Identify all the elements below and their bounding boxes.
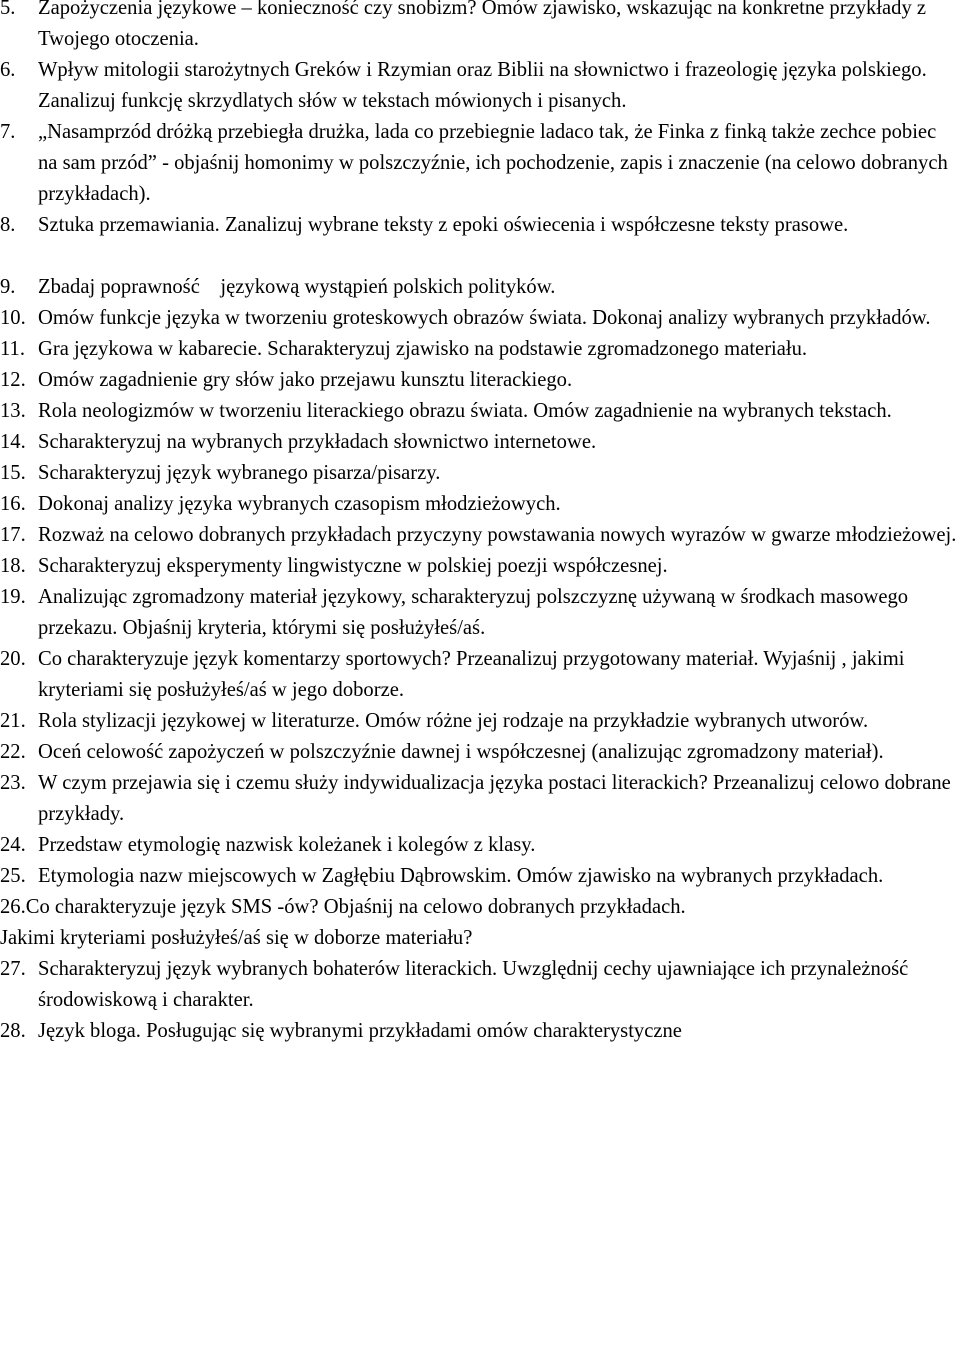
list-item-22 bbox=[0, 737, 960, 768]
list-item-19 bbox=[0, 582, 960, 644]
item-number: 6. bbox=[0, 59, 16, 81]
item-text: Sztuka przemawiania. Zanalizuj wybrane teksty z epoki oświecenia i współczesne teksty prasowe. bbox=[38, 214, 849, 236]
item-number: 26. bbox=[0, 896, 26, 918]
item-text: Wpływ mitologii starożytnych Greków i Rzymian oraz Biblii na słownictwo i frazeologię języka polskiego. Zanalizuj funkcję skrzydlatych słów w tekstach mówionych i pisanych. bbox=[38, 59, 927, 112]
item-text: Co charakteryzuje język komentarzy sportowych? Przeanalizuj przygotowany materiał. Wyjaśnij , jakimi kryteriami się posłużyłeś/aś w jego doborze. bbox=[38, 648, 905, 701]
item-text: Co charakteryzuje język SMS -ów? Objaśnij na celowo dobranych przykładach. bbox=[25, 896, 686, 918]
item-number: 18. bbox=[0, 555, 26, 577]
item-number: 8. bbox=[0, 214, 16, 236]
item-text: Scharakteryzuj eksperymenty lingwistyczne w polskiej poezji współczesnej. bbox=[38, 555, 668, 577]
list-item-10 bbox=[0, 303, 960, 334]
item-number: 16. bbox=[0, 493, 26, 515]
item-number: 9. bbox=[0, 276, 16, 298]
item-number: 23. bbox=[0, 772, 26, 794]
item-text: W czym przejawia się i czemu służy indywidualizacja języka postaci literackich? Przeanalizuj celowo dobrane przykłady. bbox=[38, 772, 951, 825]
list-item-24 bbox=[0, 830, 960, 861]
item-text: Scharakteryzuj język wybranych bohaterów literackich. Uwzględnij cechy ujawniające ich przynależność środowiskową i charakter. bbox=[38, 958, 909, 1011]
list-item-8 bbox=[0, 210, 960, 241]
blank-line bbox=[0, 241, 960, 272]
item-text: Scharakteryzuj na wybranych przykładach słownictwo internetowe. bbox=[38, 431, 597, 453]
list-item-11 bbox=[0, 334, 960, 365]
item-text: Język bloga. Posługując się wybranymi przykładami omów charakterystyczne bbox=[38, 1020, 682, 1042]
list-item-18 bbox=[0, 551, 960, 582]
item-number: 22. bbox=[0, 741, 26, 763]
list-item-7 bbox=[0, 117, 960, 210]
list-item-13 bbox=[0, 396, 960, 427]
item-text: Omów zagadnienie gry słów jako przejawu kunsztu literackiego. bbox=[38, 369, 573, 391]
item-text: Analizując zgromadzony materiał językowy, scharakteryzuj polszczyznę używaną w środkach masowego przekazu. Objaśnij kryteria, którymi się posłużyłeś/aś. bbox=[38, 586, 909, 639]
item-number: 14. bbox=[0, 431, 26, 453]
item-text: Jakimi kryteriami posłużyłeś/aś się w doborze materiału? bbox=[0, 927, 473, 949]
item-text: Oceń celowość zapożyczeń w polszczyźnie dawnej i współczesnej (analizując zgromadzony materiał). bbox=[38, 741, 884, 763]
item-number: 5. bbox=[0, 0, 16, 19]
item-text: Etymologia nazw miejscowych w Zagłębiu Dąbrowskim. Omów zjawisko na wybranych przykładach. bbox=[38, 865, 884, 887]
item-text: Zbadaj poprawność językową wystąpień polskich polityków. bbox=[38, 276, 556, 298]
item-number: 17. bbox=[0, 524, 26, 546]
list-item-14 bbox=[0, 427, 960, 458]
list-item-16 bbox=[0, 489, 960, 520]
list-item-12 bbox=[0, 365, 960, 396]
item-text: Przedstaw etymologię nazwisk koleżanek i kolegów z klasy. bbox=[38, 834, 536, 856]
item-text: Omów funkcje języka w tworzeniu groteskowych obrazów świata. Dokonaj analizy wybranych przykładów. bbox=[38, 307, 931, 329]
item-text: Rola neologizmów w tworzeniu literackiego obrazu świata. Omów zagadnienie na wybranych tekstach. bbox=[38, 400, 892, 422]
list-item-26-continuation bbox=[0, 923, 960, 954]
item-text: Dokonaj analizy języka wybranych czasopism młodzieżowych. bbox=[38, 493, 561, 515]
item-number: 28. bbox=[0, 1020, 26, 1042]
item-text: „Nasamprzód dróżką przebiegła drużka, lada co przebiegnie ladaco tak, że Finka z finką także zechce pobiec na sam przód” - objaśnij homonimy w polszczyźnie, ich pochodzenie, zapis i znaczenie (na celowo dobranych przykładach). bbox=[38, 121, 948, 205]
list-item-25 bbox=[0, 861, 960, 892]
list-item-20 bbox=[0, 644, 960, 706]
list-item-9 bbox=[0, 272, 960, 303]
item-text: Zapożyczenia językowe – konieczność czy snobizm? Omów zjawisko, wskazując na konkretne przykłady z Twojego otoczenia. bbox=[38, 0, 927, 50]
item-number: 13. bbox=[0, 400, 26, 422]
item-number: 20. bbox=[0, 648, 26, 670]
item-number: 24. bbox=[0, 834, 26, 856]
item-number: 19. bbox=[0, 586, 26, 608]
item-number: 27. bbox=[0, 958, 26, 980]
item-text: Rozważ na celowo dobranych przykładach przyczyny powstawania nowych wyrazów w gwarze młodzieżowej. bbox=[38, 524, 957, 546]
list-item-21 bbox=[0, 706, 960, 737]
item-number: 10. bbox=[0, 307, 26, 329]
list-item-23 bbox=[0, 768, 960, 830]
item-number: 11. bbox=[0, 338, 25, 360]
list-item-26 bbox=[0, 892, 960, 923]
item-number: 15. bbox=[0, 462, 26, 484]
item-text: Rola stylizacji językowej w literaturze. Omów różne jej rodzaje na przykładzie wybranych utworów. bbox=[38, 710, 869, 732]
item-number: 21. bbox=[0, 710, 26, 732]
list-item-27 bbox=[0, 954, 960, 1016]
list-item-15 bbox=[0, 458, 960, 489]
list-item-5 bbox=[0, 0, 960, 55]
item-text: Gra językowa w kabarecie. Scharakteryzuj zjawisko na podstawie zgromadzonego materiału. bbox=[38, 338, 808, 360]
list-item-28 bbox=[0, 1016, 960, 1047]
item-number: 7. bbox=[0, 121, 16, 143]
item-number: 12. bbox=[0, 369, 26, 391]
item-text: Scharakteryzuj język wybranego pisarza/pisarzy. bbox=[38, 462, 441, 484]
item-number: 25. bbox=[0, 865, 26, 887]
list-item-6 bbox=[0, 55, 960, 117]
list-item-17 bbox=[0, 520, 960, 551]
